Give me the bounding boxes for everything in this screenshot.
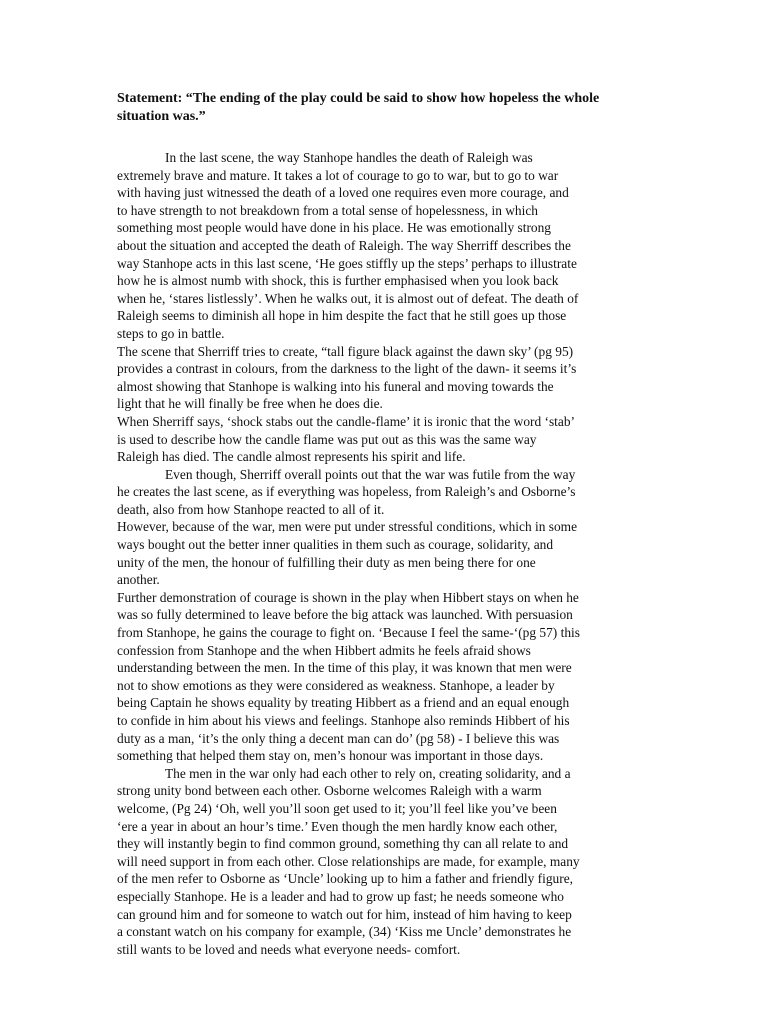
paragraph xyxy=(117,518,662,588)
paragraph-line: to confide in him about his views and feelings. Stanhope also reminds Hibbert of his xyxy=(117,713,570,728)
paragraph-line: unity of the men, the honour of fulfilling their duty as men being there for one xyxy=(117,554,536,570)
statement-heading xyxy=(117,90,662,126)
paragraph-line: will need support in from each other. Close relationships are made, for example, many xyxy=(117,853,580,869)
paragraph-line: a constant watch on his company for example, (34) ‘Kiss me Uncle’ demonstrates he xyxy=(117,924,572,940)
paragraph-line: another. xyxy=(117,572,160,588)
paragraph-line: welcome, (Pg 24) ‘Oh, well you’ll soon get used to it; you’ll feel like you’ve been xyxy=(117,800,557,816)
paragraph-line: light that he will finally be free when he does die. xyxy=(117,396,383,412)
paragraph-line: confession from Stanhope and the when Hibbert admits he feels afraid shows xyxy=(117,642,531,658)
paragraph-line: something that helped them stay on, men’s honour was important in those days. xyxy=(117,748,544,764)
paragraph-line: how he is almost numb with shock, this is further emphasised when you look back xyxy=(117,273,559,289)
paragraph-line: way Stanhope acts in this last scene, ‘He goes stiffly up the steps’ perhaps to illustrate xyxy=(117,255,577,271)
paragraph-line: almost showing that Stanhope is walking into his funeral and moving towards the xyxy=(117,378,554,394)
paragraph-line: with having just witnessed the death of a loved one requires even more courage, and xyxy=(117,185,569,201)
paragraph-line: ‘ere a year in about an hour’s time.’ Even though the men hardly know each other, xyxy=(117,818,558,834)
paragraph-line: understanding between the men. In the time of this play, it was known that men were xyxy=(117,660,572,676)
paragraph xyxy=(117,149,662,343)
paragraph-line: duty as a man, ‘it’s the only thing a decent man can do’ (pg 58) - I believe this was xyxy=(117,730,560,746)
paragraph-line: still wants to be loved and needs what everyone needs- comfort. xyxy=(117,941,461,957)
paragraph-line: strong unity bond between each other. Osborne welcomes Raleigh with a warm xyxy=(117,783,542,799)
paragraph-line: was so fully determined to leave before the big attack was launched. With persuasion xyxy=(117,607,573,623)
paragraph-line: from Stanhope, he gains the courage to fight on. ‘Because I feel the same-‘(pg 57) this xyxy=(117,625,580,641)
paragraph xyxy=(117,413,662,466)
paragraph-line: Raleigh seems to diminish all hope in him despite the fact that he still goes up those xyxy=(117,308,567,324)
paragraph xyxy=(117,343,662,413)
paragraph xyxy=(117,765,662,959)
paragraph-line: The scene that Sherriff tries to create, “tall figure black against the dawn sky’ (pg 95) xyxy=(117,343,574,359)
statement-line: situation was.” xyxy=(117,109,206,124)
paragraph-line: However, because of the war, men were put under stressful conditions, which in some xyxy=(117,519,578,535)
paragraph-line: Even though, Sherriff overall points out that the war was futile from the way xyxy=(165,466,576,482)
paragraph-line: especially Stanhope. He is a leader and had to grow up fast; he needs someone who xyxy=(117,888,564,904)
paragraph-line: they will instantly begin to find common ground, something thy can all relate to and xyxy=(117,836,569,852)
paragraph-line: can ground him and for someone to watch out for him, instead of him having to keep xyxy=(117,906,572,922)
paragraph-line: when he, ‘stares listlessly’. When he walks out, it is almost out of defeat. The death of xyxy=(117,290,579,306)
paragraph-line: In the last scene, the way Stanhope handles the death of Raleigh was xyxy=(165,150,533,165)
statement-line: Statement: “The ending of the play could be said to show how hopeless the whole xyxy=(117,91,600,106)
paragraph-line: extremely brave and mature. It takes a lot of courage to go to war, but to go to war xyxy=(117,167,559,183)
paragraph xyxy=(117,589,662,765)
paragraph-line: provides a contrast in colours, from the darkness to the light of the dawn- it seems it’s xyxy=(117,361,577,377)
paragraph-line: something most people would have done in his place. He was emotionally strong xyxy=(117,220,551,236)
document-page xyxy=(117,90,662,958)
paragraph-line: Raleigh has died. The candle almost represents his spirit and life. xyxy=(117,449,466,465)
paragraph-line: is used to describe how the candle flame was put out as this was the same way xyxy=(117,431,537,447)
paragraph-line: When Sherriff says, ‘shock stabs out the candle-flame’ it is ironic that the word ‘stab’ xyxy=(117,413,576,429)
paragraph-line: being Captain he shows equality by treating Hibbert as a friend and an equal enough xyxy=(117,695,570,711)
paragraph-line: The men in the war only had each other to rely on, creating solidarity, and a xyxy=(165,765,571,781)
paragraph-line: Further demonstration of courage is shown in the play when Hibbert stays on when he xyxy=(117,589,579,605)
paragraph-line: not to show emotions as they were considered as weakness. Stanhope, a leader by xyxy=(117,677,555,693)
essay-body xyxy=(117,149,662,958)
paragraph-line: ways bought out the better inner qualities in them such as courage, solidarity, and xyxy=(117,537,554,553)
paragraph-line: steps to go in battle. xyxy=(117,325,225,341)
paragraph-line: to have strength to not breakdown from a total sense of hopelessness, in which xyxy=(117,202,538,218)
paragraph-line: of the men refer to Osborne as ‘Uncle’ looking up to him a father and friendly figure, xyxy=(117,871,573,887)
paragraph-line: he creates the last scene, as if everything was hopeless, from Raleigh’s and Osborne’s xyxy=(117,484,576,500)
paragraph-line: death, also from how Stanhope reacted to all of it. xyxy=(117,501,385,517)
paragraph xyxy=(117,466,662,519)
paragraph-line: about the situation and accepted the death of Raleigh. The way Sherriff describes the xyxy=(117,237,571,253)
